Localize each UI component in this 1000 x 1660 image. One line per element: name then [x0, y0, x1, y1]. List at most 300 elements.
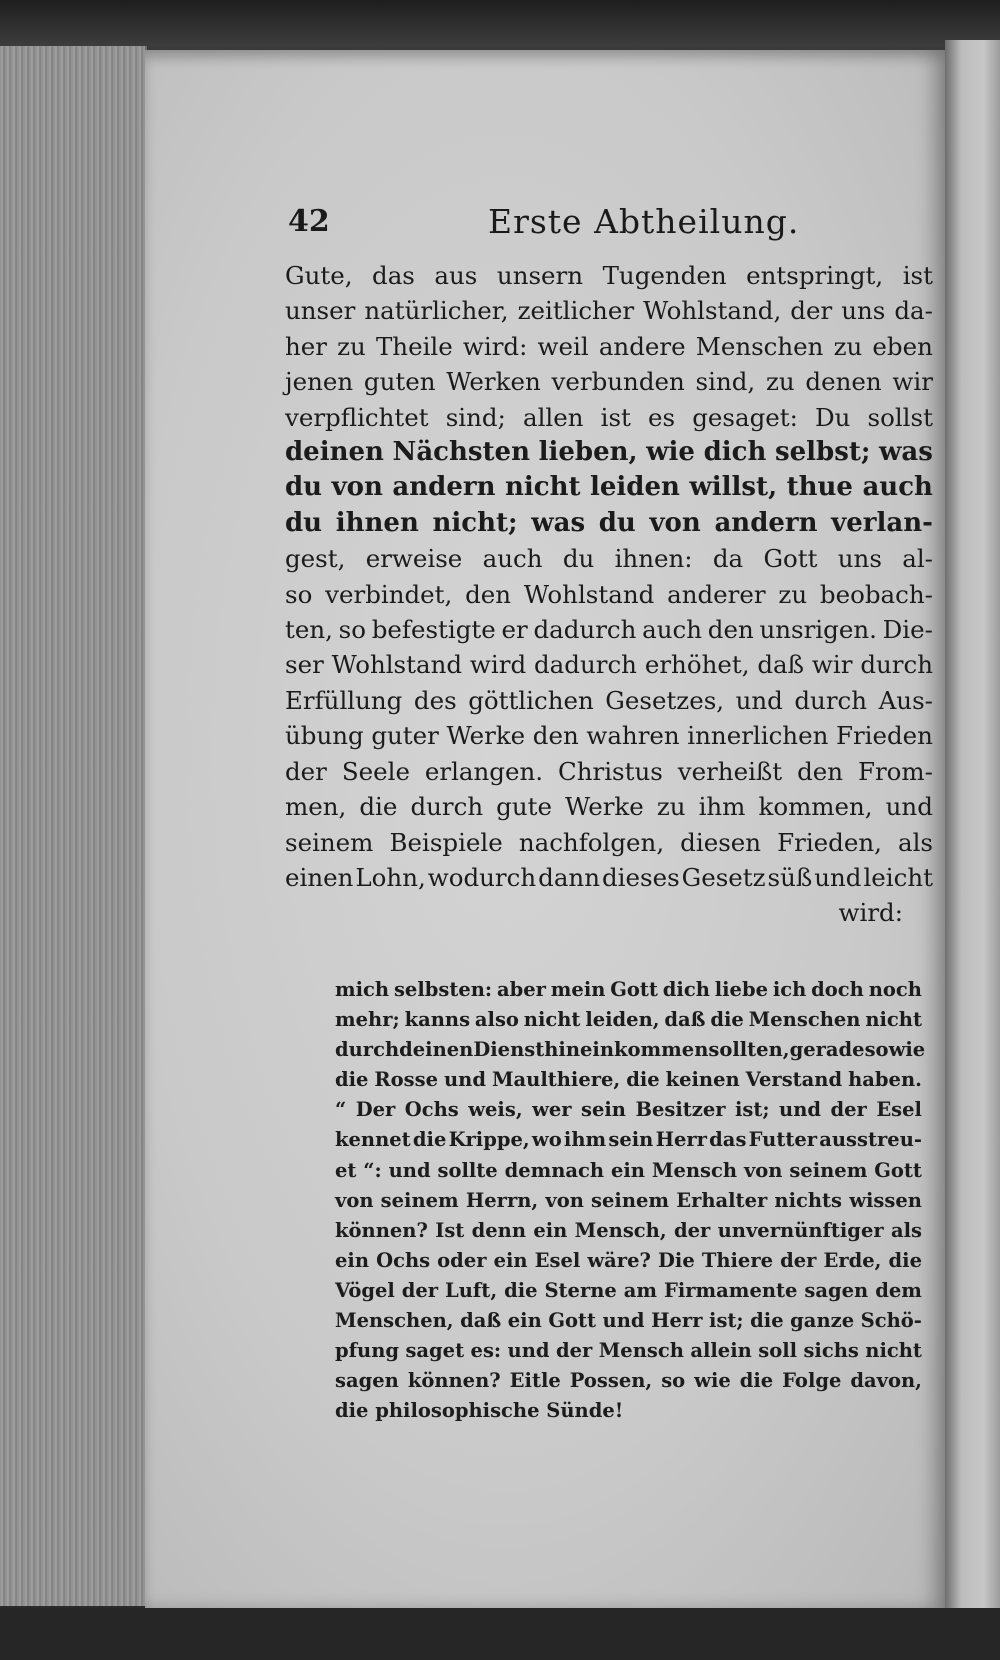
- word: das: [372, 261, 415, 290]
- word: dadurch: [534, 650, 637, 680]
- word: saget: [405, 1339, 465, 1363]
- word: daß: [757, 650, 805, 680]
- word: übung: [285, 721, 364, 751]
- word: Die-: [882, 615, 933, 645]
- word: von: [331, 472, 383, 503]
- word: wie: [646, 437, 695, 468]
- word: al-: [902, 544, 933, 574]
- word: Mensch: [651, 1158, 738, 1182]
- word: seinem: [789, 1158, 868, 1182]
- word: Erde,: [823, 1248, 882, 1272]
- word: nicht;: [432, 507, 518, 538]
- word: zu: [765, 367, 795, 397]
- word: innerlichen: [687, 721, 829, 751]
- word: gest,: [285, 544, 346, 574]
- word: noch: [868, 978, 922, 1001]
- word: “:: [363, 1158, 382, 1182]
- word: sein: [608, 1128, 654, 1152]
- word: verlan-: [831, 507, 933, 538]
- word: lieben,: [538, 437, 638, 468]
- word: Krippe,: [448, 1128, 530, 1152]
- word: der: [285, 756, 327, 786]
- word: du: [562, 544, 595, 574]
- word: Ochs: [376, 1248, 431, 1272]
- word: Gott: [763, 544, 818, 574]
- word: et: [335, 1158, 357, 1182]
- word: deinen: [285, 437, 384, 468]
- word: da: [712, 544, 744, 574]
- footnote-line: [335, 1246, 922, 1276]
- word: eben: [872, 331, 933, 361]
- word: nicht: [865, 1339, 922, 1363]
- footnote-line: [335, 1216, 922, 1246]
- word: liebe: [714, 978, 768, 1001]
- word: wir: [811, 650, 853, 680]
- word: Der: [355, 1098, 396, 1122]
- word: süß: [767, 862, 813, 892]
- word: zu: [337, 331, 366, 361]
- footnote-line: [335, 1156, 922, 1186]
- word: Gott: [610, 978, 658, 1001]
- word: Esel: [876, 1098, 922, 1122]
- word: kennet: [335, 1128, 411, 1152]
- word: die: [739, 1369, 774, 1393]
- word: selbsten:: [393, 978, 493, 1001]
- footnote-line: [335, 1306, 922, 1336]
- word: dieses: [601, 862, 680, 892]
- word: die: [335, 1068, 369, 1092]
- word: davon,: [850, 1369, 922, 1393]
- word: andern: [714, 507, 818, 538]
- word: guter: [371, 721, 439, 751]
- word: uns: [841, 296, 886, 326]
- word: dem: [875, 1278, 922, 1302]
- word: Herr: [655, 1128, 707, 1152]
- word: erweise: [365, 544, 463, 574]
- word: ist;: [709, 1309, 744, 1333]
- word: wer: [532, 1098, 572, 1122]
- word: wahren: [586, 721, 680, 751]
- word: thue: [786, 472, 853, 503]
- scan-top-background: [0, 0, 1000, 46]
- word: dich: [703, 437, 767, 468]
- word: die: [750, 1309, 784, 1333]
- footnote-line: [335, 1125, 922, 1155]
- word: so: [338, 615, 366, 645]
- word: der: [673, 1218, 711, 1242]
- word: andere: [598, 331, 686, 361]
- word: Gesetzes,: [605, 685, 725, 715]
- word: Thiere: [701, 1248, 773, 1272]
- word: sollst: [867, 402, 933, 432]
- word: und: [602, 1309, 645, 1333]
- word: Firmamente: [664, 1278, 798, 1302]
- word: Luft,: [445, 1278, 498, 1302]
- word: Vögel: [335, 1278, 395, 1302]
- word: Mensch,: [574, 1218, 667, 1242]
- word: die: [504, 1278, 538, 1302]
- word: wir: [892, 367, 933, 397]
- word: Wohlstand: [523, 579, 655, 609]
- word: Nächsten: [392, 437, 530, 468]
- word: durch: [794, 685, 868, 715]
- word: ein: [610, 1158, 645, 1182]
- word: ganze: [790, 1309, 855, 1333]
- word: anderer: [667, 579, 766, 609]
- word: sind;: [445, 402, 506, 432]
- text-line: [285, 293, 933, 328]
- word: “: [335, 1098, 347, 1122]
- text-line: [285, 364, 933, 399]
- word: unser: [285, 296, 356, 326]
- word: nichts: [774, 1188, 843, 1212]
- word: was: [531, 507, 586, 538]
- word: ist: [600, 402, 631, 432]
- word: beobach-: [819, 579, 933, 609]
- word: Wohlstand,: [643, 296, 782, 326]
- word: und: [507, 1339, 550, 1363]
- word: Esel: [534, 1248, 581, 1272]
- word: zeitlicher: [517, 296, 635, 326]
- footnote-line: die philosophische Sünde!: [335, 1399, 624, 1423]
- word: ausstreu-: [819, 1128, 922, 1152]
- word: nachfolgen,: [518, 827, 665, 857]
- scan-bottom-background: [0, 1608, 1000, 1660]
- word: uns: [837, 544, 882, 574]
- word: ein: [507, 1309, 542, 1333]
- word: Frieden: [835, 721, 933, 751]
- word: ihnen:: [614, 544, 693, 574]
- text-line: [285, 754, 933, 789]
- word: wird:: [462, 331, 528, 361]
- word: am: [623, 1278, 658, 1302]
- word: Gute,: [285, 261, 353, 290]
- word: auch: [862, 472, 933, 503]
- word: weis,: [468, 1098, 523, 1122]
- word: natürlicher,: [364, 296, 509, 326]
- page-stack-edge: [0, 46, 147, 1606]
- word: von: [335, 1188, 374, 1212]
- word: erhöhet,: [644, 650, 750, 680]
- word: sollte: [437, 1158, 498, 1182]
- word: dadurch: [533, 615, 637, 645]
- word: ihnen: [335, 507, 419, 538]
- word: so: [285, 579, 313, 609]
- footnote-line: [335, 1095, 922, 1125]
- word: durch: [860, 650, 933, 680]
- page-number: 42: [288, 204, 330, 239]
- word: Aus-: [878, 685, 933, 715]
- word: Futter: [748, 1128, 818, 1152]
- word: Tugenden: [602, 261, 727, 290]
- word: zu: [656, 792, 686, 822]
- word: Seele: [341, 756, 410, 786]
- word: Theile: [375, 331, 453, 361]
- word: willst,: [689, 472, 778, 503]
- word: Du: [814, 402, 851, 432]
- word: zu: [833, 331, 863, 361]
- word: Herrn,: [465, 1188, 539, 1212]
- word: aus: [434, 261, 478, 290]
- word: denn: [471, 1218, 527, 1242]
- word: und: [735, 685, 783, 715]
- word: sagen: [335, 1369, 399, 1393]
- main-text: [285, 258, 933, 931]
- word: sollten,: [708, 1038, 790, 1062]
- word: Wohlstand: [331, 650, 463, 680]
- word: Menschen,: [335, 1309, 454, 1333]
- text-line: [285, 577, 933, 612]
- word: wie: [694, 1369, 731, 1393]
- word: Herr: [651, 1309, 703, 1333]
- word: Folge: [782, 1369, 842, 1393]
- text-line: [285, 329, 933, 364]
- text-line: [285, 258, 933, 293]
- word: befestigte: [371, 615, 496, 645]
- word: wo: [531, 1128, 562, 1152]
- word: sichs: [803, 1339, 859, 1363]
- word: zu: [778, 579, 808, 609]
- word: ist: [902, 261, 933, 290]
- word: du: [285, 507, 323, 538]
- word: Erhalter: [676, 1188, 768, 1212]
- footnote-line: [335, 1035, 926, 1065]
- word: der: [830, 1098, 867, 1122]
- word: men,: [285, 792, 347, 822]
- word: denen: [805, 367, 882, 397]
- word: es:: [470, 1339, 502, 1363]
- word: aber: [496, 978, 546, 1001]
- word: du: [598, 507, 636, 538]
- word: der: [401, 1278, 439, 1302]
- word: Rosse: [374, 1068, 438, 1092]
- word: dich: [662, 978, 710, 1001]
- word: den: [707, 615, 754, 645]
- word: als: [897, 827, 933, 857]
- word: als: [890, 1218, 922, 1242]
- word: Mensch: [598, 1339, 684, 1363]
- word: nicht: [865, 1008, 922, 1032]
- word: hineinkommen: [544, 1038, 709, 1062]
- word: Sterne: [544, 1278, 617, 1302]
- word: keinen: [665, 1068, 740, 1092]
- footnote-line: [335, 1276, 922, 1306]
- word: dann: [538, 862, 600, 892]
- word: kanns: [404, 1008, 471, 1032]
- word: leicht: [863, 862, 933, 892]
- word: das: [709, 1128, 747, 1152]
- word: wie: [888, 1038, 926, 1062]
- word: wäre?: [587, 1248, 651, 1272]
- word: Ist: [435, 1218, 465, 1242]
- text-line: [285, 683, 933, 718]
- footnote-line: [335, 1186, 922, 1216]
- word: Werke: [446, 721, 526, 751]
- word: ihm: [563, 1128, 607, 1152]
- word: den: [532, 721, 579, 751]
- text-line: [285, 400, 933, 435]
- word: oder: [437, 1248, 487, 1272]
- word: den: [465, 579, 512, 609]
- word: die: [888, 1248, 922, 1272]
- word: durch: [335, 1038, 400, 1062]
- footnote-line: [335, 1336, 922, 1366]
- word: seinem: [285, 827, 374, 857]
- text-line-emphasis: [285, 470, 933, 505]
- word: jenen: [285, 367, 354, 397]
- word: verpflichtet: [285, 402, 429, 432]
- word: die: [359, 792, 398, 822]
- word: Die: [658, 1248, 695, 1272]
- word: seinem: [380, 1188, 459, 1212]
- word: und: [779, 1098, 822, 1122]
- word: des: [413, 685, 457, 715]
- word: nicht: [504, 472, 581, 503]
- word: und: [814, 862, 862, 892]
- word: durch: [410, 792, 484, 822]
- word: wird: [469, 650, 527, 680]
- word: Besitzer: [635, 1098, 726, 1122]
- word: können?: [407, 1369, 501, 1393]
- text-line: [285, 647, 933, 682]
- word: Erfüllung: [285, 685, 403, 715]
- word: Gott: [548, 1309, 596, 1333]
- word: Dienst: [473, 1038, 545, 1062]
- word: die: [412, 1128, 447, 1152]
- word: selbst;: [774, 437, 871, 468]
- footnote-line: [335, 1366, 922, 1396]
- word: Menschen: [695, 331, 824, 361]
- word: da-: [894, 296, 933, 326]
- word: Ochs: [404, 1098, 459, 1122]
- text-line: [285, 825, 933, 860]
- word: From-: [857, 756, 933, 786]
- word: die: [710, 1008, 744, 1032]
- word: so: [661, 1369, 686, 1393]
- word: daß: [664, 1008, 706, 1032]
- word: Eitle: [509, 1369, 561, 1393]
- word: Gesetz: [681, 862, 766, 892]
- footnote-line: [335, 975, 922, 1005]
- word: göttlichen: [468, 685, 594, 715]
- footnote-line: [335, 1005, 922, 1035]
- word: gerade: [789, 1038, 865, 1062]
- text-line-emphasis: [285, 435, 933, 470]
- footnote-line: [335, 1065, 922, 1095]
- word: Menschen: [748, 1008, 861, 1032]
- word: Christus: [557, 756, 663, 786]
- text-line: [285, 718, 933, 753]
- facing-page-edge: [945, 40, 1000, 1620]
- word: und: [885, 792, 933, 822]
- text-line: [285, 789, 933, 824]
- word: allein: [690, 1339, 752, 1363]
- word: ist;: [734, 1098, 770, 1122]
- word: sein: [581, 1098, 626, 1122]
- word: und: [388, 1158, 431, 1182]
- text-line: [285, 612, 933, 647]
- word: erlangen.: [424, 756, 544, 786]
- word: es: [648, 402, 676, 432]
- word: daß: [460, 1309, 502, 1333]
- word: leiden,: [585, 1008, 660, 1032]
- word: diesen: [680, 827, 762, 857]
- word: die: [626, 1068, 660, 1092]
- word: wodurch: [427, 862, 537, 892]
- word: Lohn,: [355, 862, 426, 892]
- word: seinem: [591, 1188, 670, 1212]
- word: was: [879, 437, 933, 468]
- word: nicht: [523, 1008, 581, 1032]
- word: mehr;: [335, 1008, 400, 1032]
- word: sind,: [695, 367, 756, 397]
- word: so: [864, 1038, 889, 1062]
- word: Werken: [446, 367, 541, 397]
- word: verbindet,: [325, 579, 453, 609]
- word: auch: [642, 615, 703, 645]
- word: guten: [363, 367, 436, 397]
- word: deinen: [399, 1038, 474, 1062]
- word: ich: [772, 978, 807, 1001]
- word: Schö-: [860, 1309, 922, 1333]
- footnote: [335, 975, 926, 1426]
- word: ihm: [698, 792, 746, 822]
- word: gute: [496, 792, 552, 822]
- word: ser: [285, 650, 324, 680]
- word: haben.: [848, 1068, 922, 1092]
- catchword: wird:: [838, 898, 903, 928]
- word: her: [285, 331, 327, 361]
- word: auch: [482, 544, 543, 574]
- text-line-emphasis: [285, 506, 933, 541]
- word: unsern: [496, 261, 584, 290]
- word: ten,: [285, 615, 333, 645]
- word: sagen: [804, 1278, 869, 1302]
- word: pfung: [335, 1339, 400, 1363]
- page-header: [288, 198, 928, 250]
- word: Frieden,: [777, 827, 882, 857]
- word: von: [743, 1158, 783, 1182]
- word: der: [555, 1339, 593, 1363]
- text-line: [285, 860, 933, 895]
- word: einen: [285, 862, 354, 892]
- word: Werke: [565, 792, 644, 822]
- running-head: Erste Abtheilung.: [488, 202, 800, 241]
- word: können?: [335, 1218, 428, 1242]
- word: kommen,: [758, 792, 873, 822]
- word: und: [443, 1068, 486, 1092]
- word: mich: [335, 978, 390, 1001]
- word: weil: [537, 331, 589, 361]
- word: unsrigen.: [759, 615, 877, 645]
- text-line: [285, 541, 933, 576]
- word: unvernünftiger: [717, 1218, 884, 1242]
- word: ein: [533, 1218, 568, 1242]
- word: demnach: [504, 1158, 605, 1182]
- word: Verstand: [745, 1068, 843, 1092]
- word: der: [780, 1248, 817, 1272]
- word: Gott: [874, 1158, 922, 1182]
- word: also: [474, 1008, 519, 1032]
- word: doch: [811, 978, 864, 1001]
- word: Maulthiere,: [491, 1068, 621, 1092]
- word: von: [649, 507, 701, 538]
- word: andern: [392, 472, 496, 503]
- word: du: [285, 472, 323, 503]
- word: ein: [335, 1248, 369, 1272]
- word: den: [797, 756, 844, 786]
- word: der: [790, 296, 833, 326]
